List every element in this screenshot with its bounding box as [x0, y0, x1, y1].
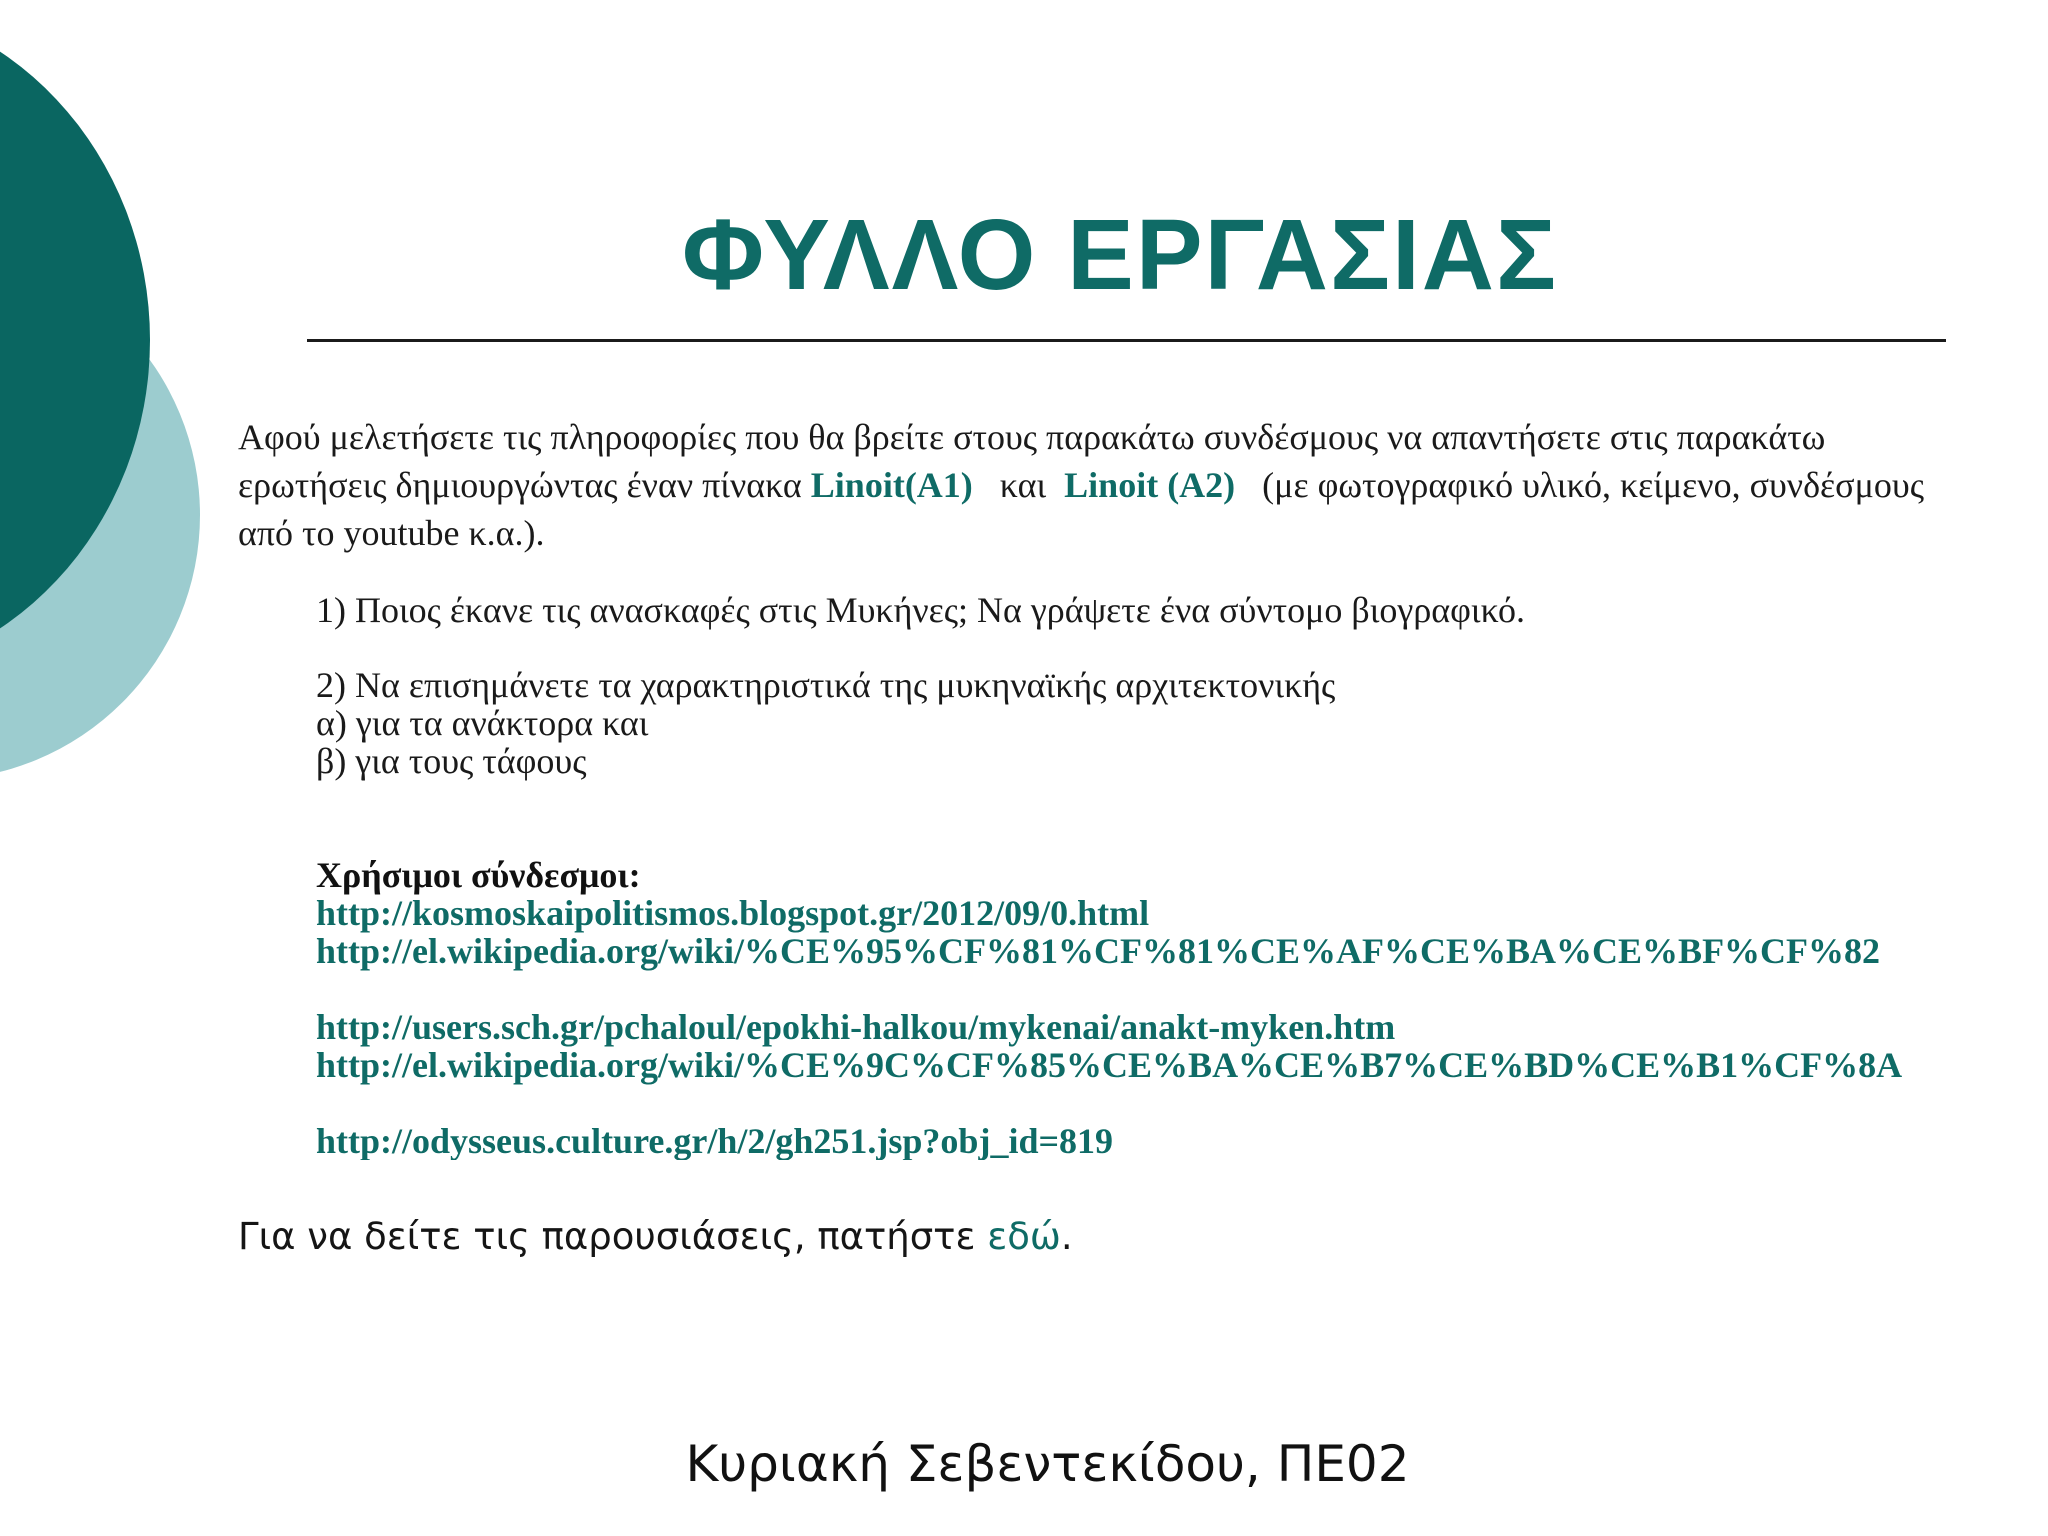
links-spacer: [316, 1084, 2048, 1122]
links-spacer: [316, 970, 2048, 1008]
title-divider: [307, 339, 1946, 342]
instructions-text-1: Αφού μελετήσετε τις πληροφορίες που θα βρείτε στους παρακάτω συνδέσμους να απαντήσετε στις παρακάτω ερωτήσεις δημιουργώντας έναν πίνακα: [238, 417, 1826, 505]
presentations-line: [238, 1212, 1073, 1262]
author-credit: Κυριακή Σεβεντεκίδου, ΠΕ02: [685, 1435, 1410, 1493]
linoit-a1-link[interactable]: Linoit(A1): [810, 465, 973, 505]
question-2-part-a: α) για τα ανάκτορα και: [316, 703, 649, 743]
instructions-text-2: και: [972, 465, 1065, 505]
page-title: ΦΥΛΛΟ ΕΡΓΑΣΙΑΣ: [681, 199, 1559, 311]
link-users-sch-anaktora[interactable]: http://users.sch.gr/pchaloul/epokhi-halkou/mykenai/anakt-myken.htm: [316, 1007, 1396, 1047]
link-wikipedia-errikos[interactable]: http://el.wikipedia.org/wiki/%CE%95%CF%81%CF%81%CE%AF%CE%BA%CE%BF%CF%82: [316, 931, 1881, 971]
question-2-text: 2) Να επισημάνετε τα χαρακτηριστικά της μυκηναϊκής αρχιτεκτονικής: [316, 665, 1336, 705]
question-2-part-b: β) για τους τάφους: [316, 741, 587, 781]
useful-links: [316, 856, 2048, 1160]
useful-links-heading: Χρήσιμοι σύνδεσμοι:: [316, 856, 641, 895]
link-kosmoskaipolitismos[interactable]: http://kosmoskaipolitismos.blogspot.gr/2012/09/0.html: [316, 893, 1150, 933]
presentations-period: .: [1060, 1215, 1073, 1258]
linoit-a2-link[interactable]: Linoit (A2): [1064, 465, 1236, 505]
link-wikipedia-mykinaiki[interactable]: http://el.wikipedia.org/wiki/%CE%9C%CF%85%CE%BA%CE%B7%CE%BD%CE%B1%CF%8A: [316, 1045, 1903, 1085]
instructions-text-3: (με φωτογραφικό υλικό, κείμενο, συνδέσμους από το youtube κ.α.).: [238, 465, 1933, 553]
instructions-paragraph: [238, 413, 1938, 557]
presentations-here-link[interactable]: εδώ: [987, 1215, 1061, 1258]
question-2: [316, 666, 1335, 780]
link-odysseus-culture[interactable]: http://odysseus.culture.gr/h/2/gh251.jsp?obj_id=819: [316, 1121, 1113, 1160]
presentations-text: Για να δείτε τις παρουσιάσεις, πατήστε: [238, 1215, 988, 1258]
question-1: 1) Ποιος έκανε τις ανασκαφές στις Μυκήνες; Να γράψετε ένα σύντομο βιογραφικό.: [316, 590, 1525, 630]
